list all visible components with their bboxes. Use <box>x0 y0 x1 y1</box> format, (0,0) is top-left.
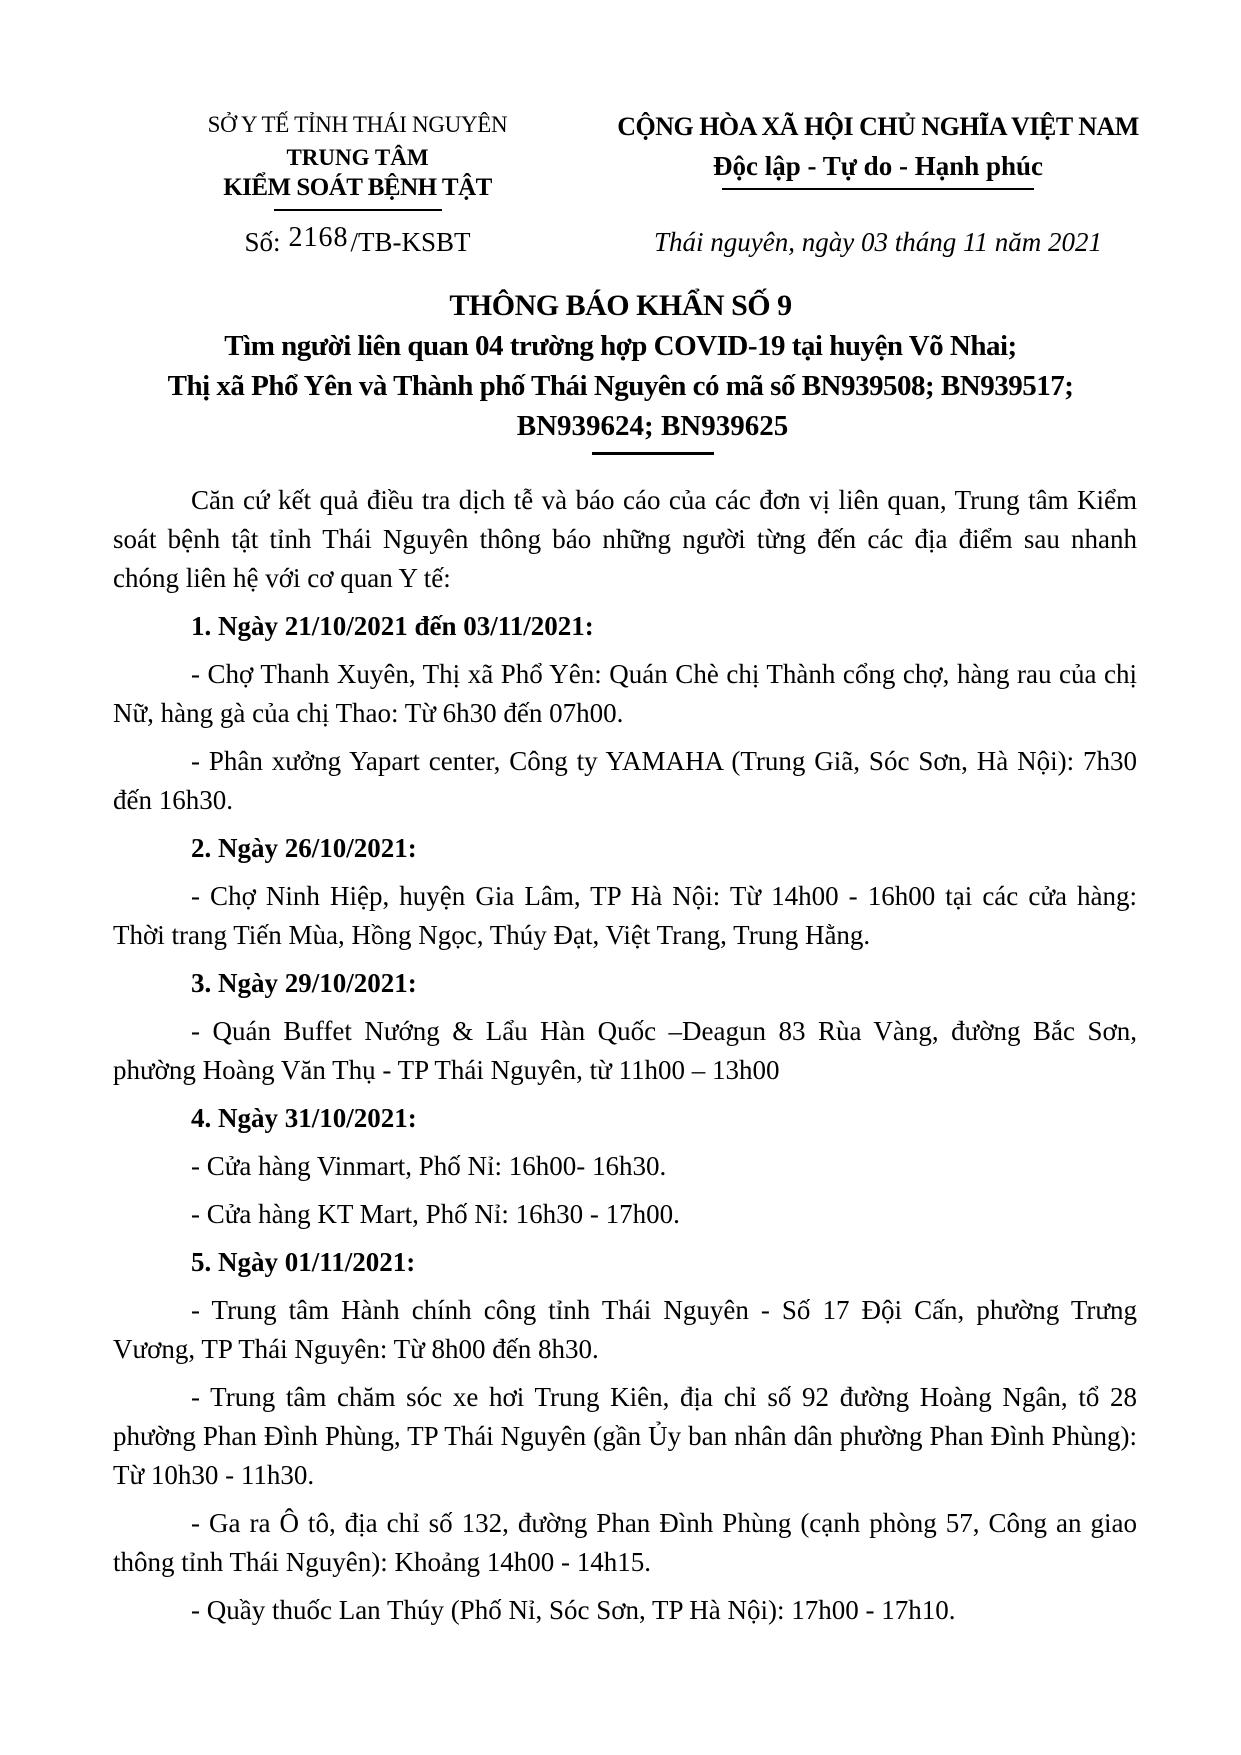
section-1-heading: 1. Ngày 21/10/2021 đến 03/11/2021: <box>191 611 594 641</box>
section-5-item-1: - Trung tâm Hành chính công tỉnh Thái Nguyên - Số 17 Đội Cấn, phường Trưng Vương, TP Thái Nguyên: Từ 8h00 đến 8h30. <box>113 1295 1137 1364</box>
section-5-item-2: - Trung tâm chăm sóc xe hơi Trung Kiên, địa chỉ số 92 đường Hoàng Ngân, tổ 28 phường Phan Đình Phùng, TP Thái Nguyên (gần Ủy ban nhân dân phường Phan Đình Phùng): Từ 10h30 - 11h30. <box>113 1382 1137 1490</box>
number-date-row <box>0 222 1241 259</box>
section-2-item-1: - Chợ Ninh Hiệp, huyện Gia Lâm, TP Hà Nội: Từ 14h00 - 16h00 tại các cửa hàng: Thời trang Tiến Mùa, Hồng Ngọc, Thúy Đạt, Việt Trang, Trung Hằng. <box>113 881 1137 950</box>
national-motto: Độc lập - Tự do - Hạnh phúc <box>712 151 1044 181</box>
agency-name-line1: TRUNG TÂM <box>286 145 429 170</box>
section-4-item-1: - Cửa hàng Vinmart, Phố Nỉ: 16h00- 16h30. <box>191 1151 667 1181</box>
section-5-item-4: - Quầy thuốc Lan Thúy (Phố Nỉ, Sóc Sơn, TP Hà Nội): 17h00 - 17h10. <box>191 1595 956 1625</box>
section-2-heading: 2. Ngày 26/10/2021: <box>191 833 417 863</box>
section-3-heading: 3. Ngày 29/10/2021: <box>191 968 417 998</box>
section-4-item-2: - Cửa hàng KT Mart, Phố Nỉ: 16h30 - 17h00. <box>191 1199 680 1229</box>
notice-body <box>0 481 1241 1630</box>
section-4-heading: 4. Ngày 31/10/2021: <box>191 1103 417 1133</box>
section-3-item-1: - Quán Buffet Nướng & Lẩu Hàn Quốc –Deagun 83 Rùa Vàng, đường Bắc Sơn, phường Hoàng Văn Thụ - TP Thái Nguyên, từ 11h00 – 13h00 <box>113 1016 1137 1085</box>
agency-name-line2: KIỂM SOÁT BỆNH TẬT <box>223 174 492 201</box>
section-5-heading: 5. Ngày 01/11/2021: <box>191 1247 416 1277</box>
agency-underline-rule <box>274 209 442 211</box>
notice-subtitle-line2: Thị xã Phổ Yên và Thành phố Thái Nguyên có mã số BN939508; BN939517; <box>167 370 1074 402</box>
section-5-item-3: - Ga ra Ô tô, địa chỉ số 132, đường Phan Đình Phùng (cạnh phòng 57, Công an giao thông tỉnh Thái Nguyên): Khoảng 14h00 - 14h15. <box>113 1508 1137 1577</box>
place-date-line: Thái nguyên, ngày 03 tháng 11 năm 2021 <box>654 227 1102 257</box>
document-number <box>100 222 615 259</box>
title-divider-rule <box>592 452 714 455</box>
section-1-item-1: - Chợ Thanh Xuyên, Thị xã Phổ Yên: Quán Chè chị Thành cổng chợ, hàng rau của chị Nữ, hàng gà của chị Thao: Từ 6h30 đến 07h00. <box>113 659 1137 728</box>
parent-agency-name: SỞ Y TẾ TỈNH THÁI NGUYÊN <box>207 112 508 137</box>
document-number-value: 2168 <box>288 222 349 253</box>
national-title: CỘNG HÒA XÃ HỘI CHỦ NGHĨA VIỆT NAM <box>617 112 1139 141</box>
notice-subtitle-line1: Tìm người liên quan 04 trường hợp COVID-19 tại huyện Võ Nhai; <box>224 330 1017 362</box>
document-number-label: Số: <box>244 227 281 257</box>
issuing-agency-block <box>100 112 615 211</box>
section-1-item-2: - Phân xưởng Yapart center, Công ty YAMAHA (Trung Giã, Sóc Sơn, Hà Nội): 7h30 đến 16h30. <box>113 746 1137 815</box>
motto-underline-rule <box>722 188 1034 190</box>
document-header <box>0 112 1241 211</box>
national-header-block <box>615 112 1141 211</box>
notice-title-block <box>0 289 1241 455</box>
document-number-suffix: /TB-KSBT <box>350 227 471 257</box>
intro-paragraph: Căn cứ kết quả điều tra dịch tễ và báo cáo của các đơn vị liên quan, Trung tâm Kiểm soát bệnh tật tỉnh Thái Nguyên thông báo những người từng đến các địa điểm sau nhanh chóng liên hệ với cơ quan Y tế: <box>113 485 1137 593</box>
notice-subtitle-line3: BN939624; BN939625 <box>516 410 789 442</box>
notice-title: THÔNG BÁO KHẨN SỐ 9 <box>449 289 792 322</box>
